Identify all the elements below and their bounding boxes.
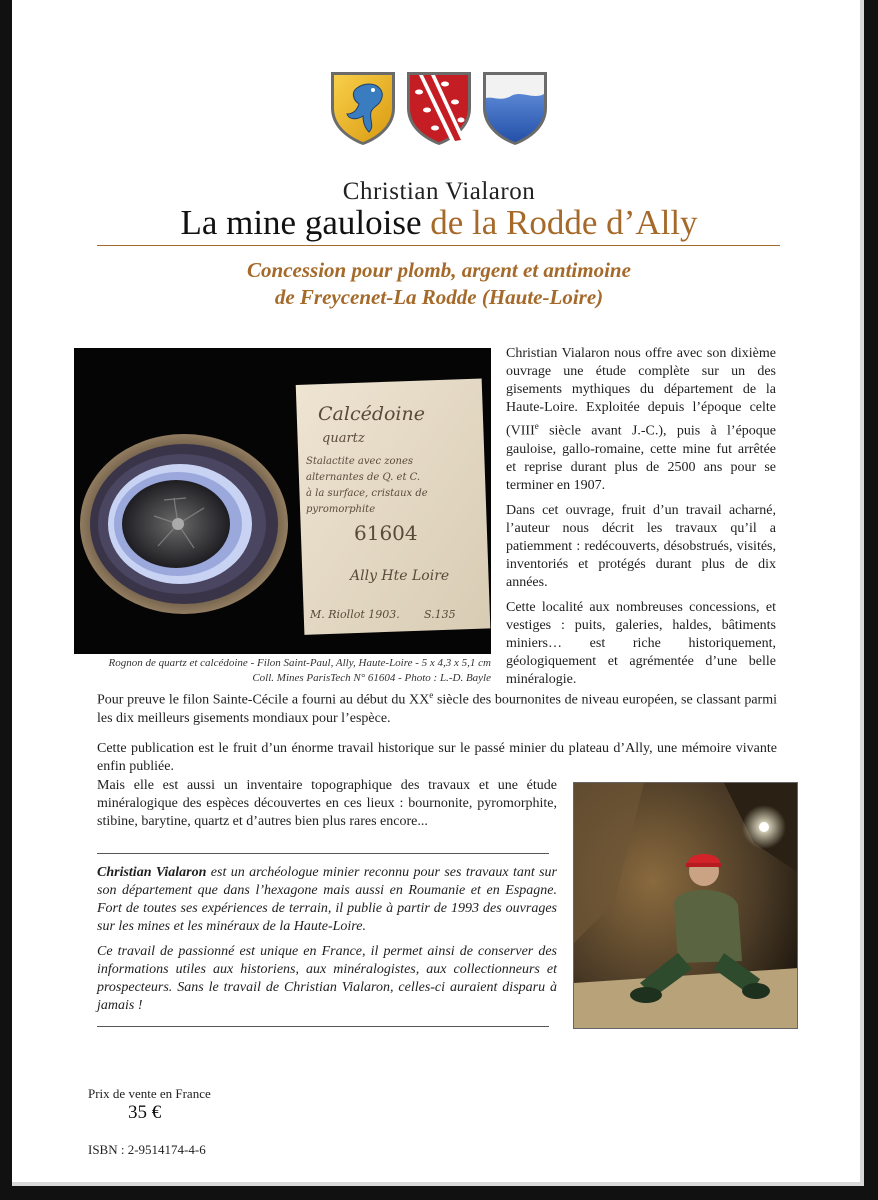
subtitle-line-1: Concession pour plomb, argent et antimoine (247, 258, 631, 282)
bio-author-name: Christian Vialaron (97, 865, 207, 880)
intro-p1-part-a: Christian Vialaron nous offre avec son dixième ouvrage une étude complète sur un des gisements mythiques du département de la Haute-Loire. Exploitée depuis l’époque celte (VIII (506, 346, 776, 439)
isbn: ISBN : 2-9514174-4-6 (88, 1142, 206, 1157)
bio-paragraph-2: Ce travail de passionné est unique en France, il permet ainsi de conserver des informations utiles aux historiens, aux minéralogistes, aux collectionneurs et prospecteurs. Sans le travail de Christian Vialaron, celles-ci auraient disparu à jamais ! (97, 944, 557, 1013)
scan-border-bottom-inner (12, 1182, 864, 1186)
book-title-accent: de la Rodde d’Ally (430, 203, 698, 242)
author-bio (97, 864, 557, 1022)
label-line-4: alternantes de Q. et C. (306, 472, 421, 483)
caption-line-2: Coll. Mines ParisTech N° 61604 - Photo : L.-D. Bayle (252, 672, 491, 684)
mine-illustration (574, 783, 798, 1029)
swans-crest-icon (405, 70, 473, 146)
book-title-main: La mine gauloise (180, 203, 431, 242)
label-code: S.135 (424, 608, 456, 621)
label-number: 61604 (354, 521, 418, 545)
intro-paragraph-2: Dans cet ouvrage, fruit d’un travail acharné, l’auteur nous décrit les travaux qu’il a patiemment : redécouverts, désobstrués, visités, inventoriés et protégés durant plus de dix années. (506, 502, 776, 590)
body-paragraph-3: Mais elle est aussi un inventaire topographique des travaux et une étude minéralogique des espèces découvertes en ces lieux : bournonite, pyromorphite, stibine, barytine, quartz et d’autres bien plus rares encore... (97, 778, 557, 829)
label-line-2: quartz (322, 431, 365, 446)
bio-p1-rest: est un archéologue minier reconnu pour ses travaux tant sur son département que dans l’hexagone mais aussi en Roumanie et en Espagne. Fort de toutes ses expériences de terrain, il publie à partir de 1993 des ouvrages sur les mines et les minéraux de la Haute-Loire. (97, 865, 557, 934)
title-divider (97, 245, 780, 246)
bio-paragraph-1 (97, 864, 557, 936)
author-name: Christian Vialaron (342, 178, 536, 205)
scan-border-bottom (0, 1186, 878, 1200)
bio-divider-top (97, 853, 549, 854)
label-line-1: Calcédoine (318, 403, 425, 425)
price-value: 35 € (128, 1102, 162, 1123)
specimen-photo (74, 348, 491, 654)
specimen-illustration (74, 348, 491, 654)
book-title (0, 203, 878, 243)
subtitle-line-2: de Freycenet-La Rodde (Haute-Loire) (274, 285, 604, 309)
label-line-5: à la surface, cristaux de (306, 488, 428, 499)
body-paragraph-1 (97, 686, 777, 728)
label-signature: M. Riollot 1903. (310, 608, 400, 621)
body-p1-sup: e (429, 690, 434, 700)
body-p1-part-b: siècle des bournonites de niveau européen, se classant parmi les dix meilleurs gisements mondiaux pour l’espèce. (97, 692, 777, 726)
label-locality: Ally Hte Loire (350, 568, 450, 584)
intro-paragraph-1 (506, 345, 776, 495)
price-label: Prix de vente en France (88, 1086, 211, 1101)
waves-crest-icon (481, 70, 549, 146)
intro-p1-sup: e (534, 421, 539, 431)
body-paragraph-2: Cette publication est le fruit d’un énorme travail historique sur le passé minier du plateau d’Ally, une mémoire vivante enfin publiée. (97, 741, 777, 774)
label-line-3: Stalactite avec zones (306, 456, 414, 467)
book-subtitle (0, 257, 878, 311)
bio-divider-bottom (97, 1026, 549, 1027)
label-line-6: pyromorphite (306, 504, 376, 515)
intro-p1-part-b: siècle avant J.-C.), puis à l’époque gauloise, gallo-romaine, cette mine fut arrêtée et reprise durant plus de 2500 ans pour se terminer en 1907. (506, 423, 776, 493)
intro-paragraph-3: Cette localité aux nombreuses concessions, et vestiges : puits, galeries, haldes, bâtiments miniers… est riche historiquement, géologiquement et agrémentée d’une belle minéralogie. (506, 599, 776, 687)
body-p1-part-a: Pour preuve le filon Sainte-Cécile a fourni au début du XX (97, 692, 430, 708)
caption-line-1: Rognon de quartz et calcédoine - Filon Saint-Paul, Ally, Haute-Loire - 5 x 4,3 x 5,1 cm (108, 657, 491, 669)
intro-column (506, 345, 776, 696)
specimen-caption (74, 656, 491, 686)
author-in-mine-photo (573, 782, 798, 1029)
dolphin-crest-icon (329, 70, 397, 146)
coat-of-arms-row (329, 70, 551, 148)
